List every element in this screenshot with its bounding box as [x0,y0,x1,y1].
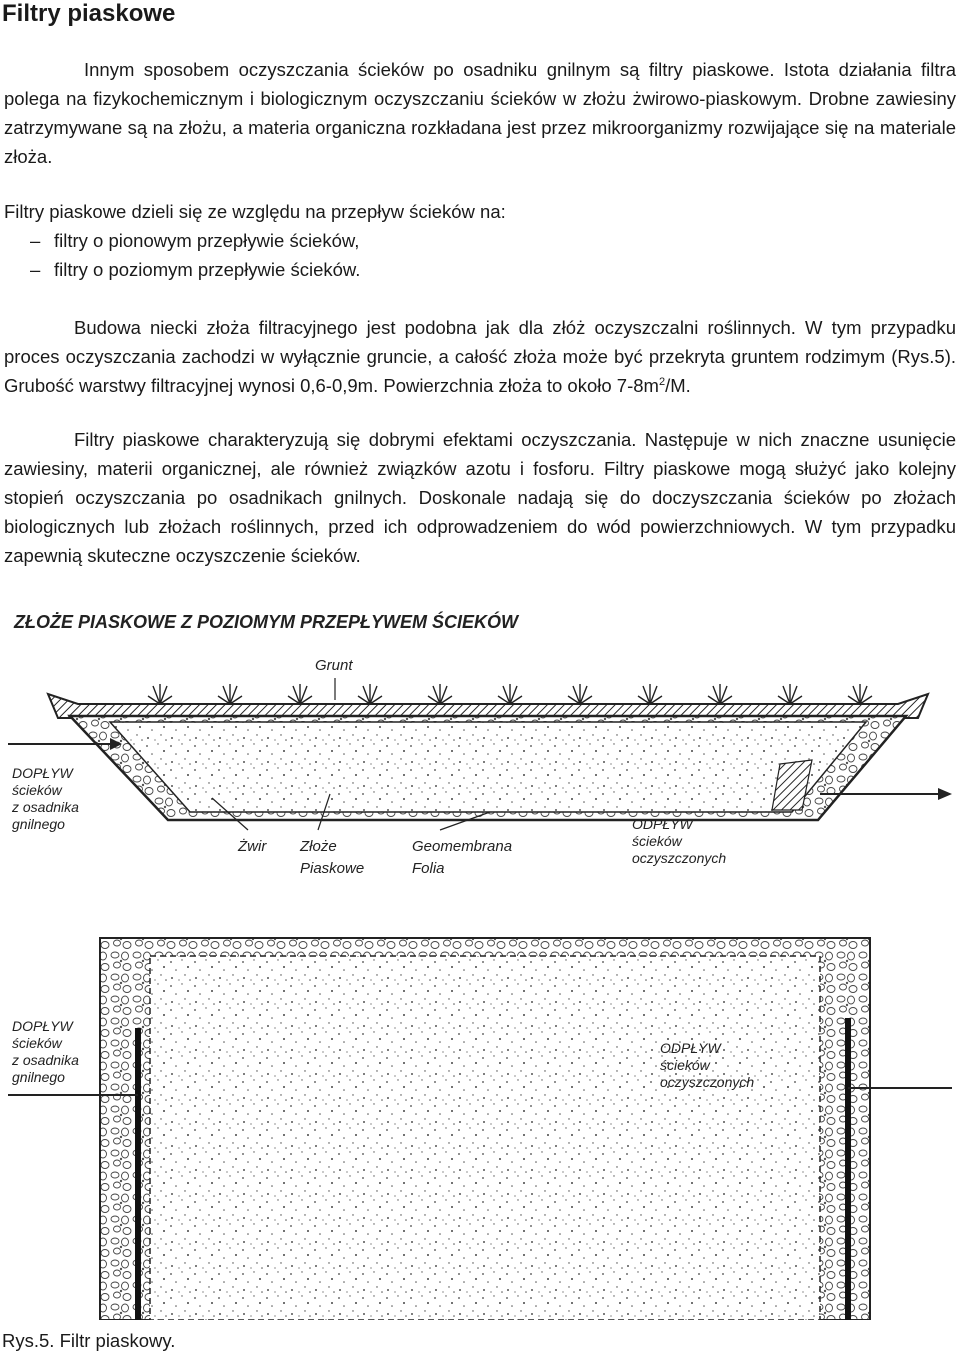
outflow-label-top [632,816,726,866]
label-geomembrane-1: Geomembrana [412,838,513,855]
superscript: 2 [658,375,666,388]
cross-section [8,657,952,877]
svg-text:ODPŁYW: ODPŁYW [632,816,693,832]
figure-caption: Rys.5. Filtr piaskowy. [2,1330,176,1351]
sand-bed [110,722,866,812]
label-gravel: Żwir [238,838,267,855]
dash-marker: – [30,230,41,251]
svg-text:ścieków: ścieków [12,1035,62,1051]
list-item-text: filtry o pionowym przepływie ścieków, [54,230,360,251]
paragraph-construction-end: /M. [665,375,691,396]
svg-text:ścieków: ścieków [12,782,62,798]
diagram-heading: ZŁOŻE PIASKOWE Z POZIOMYM PRZEPŁYWEM ŚCIEKÓW [14,612,518,632]
svg-text:gnilnego: gnilnego [12,816,65,832]
page-title: Filtry piaskowe [2,0,176,27]
types-list [4,226,956,284]
list-item-text: filtry o poziomym przepływie ścieków. [54,259,361,280]
inflow-label-top [11,765,79,832]
paragraph-construction [4,313,956,400]
outflow-arrow [938,788,952,800]
paragraph-effects: Filtry piaskowe charakteryzują się dobrymi efektami oczyszczania. Następuje w nich znaczne usunięcie zawiesiny, materii organicznej, ale również związków azotu i fosforu. Filtry piaskowe mogą służyć jako kolejny stopień oczyszczania po osadnikach gnilnych. Doskonale nadają się do doczyszczania ścieków po złożach biologicznych lub złożach roślinnych, przed ich odprowadzeniem do wód powierzchniowych. W tym przypadku zapewnią skuteczne oczyszczenie ścieków. [4,429,956,566]
svg-text:ścieków: ścieków [660,1057,710,1073]
svg-text:oczyszczonych: oczyszczonych [660,1074,755,1090]
svg-text:DOPŁYW: DOPŁYW [12,765,73,781]
svg-text:z osadnika: z osadnika [12,799,79,815]
label-grunt: Grunt [315,657,353,674]
paragraph-construction-text: Budowa niecki złoża filtracyjnego jest podobna jak dla złóż oczyszczalni roślinnych. W tym przypadku proces oczyszczania zachodzi w wyłącznie gruncie, a całość złoża może być przekryta gruntem rodzimym (Rys.5). Grubość warstwy filtracyjnej wynosi 0,6-0,9m. Powierzchnia złoża to około 7-8m [4,317,956,396]
plan-sand-bed [150,956,820,1320]
svg-text:gnilnego: gnilnego [12,1069,65,1085]
label-sand-bed-2: Piaskowe [300,860,365,877]
paragraph-types: Filtry piaskowe dzieli się ze względu na przepływ ścieków na: [4,201,506,222]
list-item [4,226,956,255]
dash-marker: – [30,259,41,280]
inflow-label-bottom [11,1018,79,1085]
label-geomembrane-2: Folia [412,860,445,877]
list-item [4,255,956,284]
svg-text:DOPŁYW: DOPŁYW [12,1018,73,1034]
svg-text:oczyszczonych: oczyszczonych [632,850,727,866]
svg-text:z osadnika: z osadnika [12,1052,79,1068]
plants [148,684,872,704]
paragraph-intro: Innym sposobem oczyszczania ścieków po osadniku gnilnym są filtry piaskowe. Istota działania filtra polega na fizykochemicznym i biologicznym oczyszczaniu ścieków w złożu żwirowo-piaskowym. Drobne zawiesiny zatrzymywane są na złożu, a materia organiczna rozkładana jest przez mikroorganizmy rozwijające się na materiale złoża. [4,59,956,167]
svg-text:ścieków: ścieków [632,833,682,849]
label-sand-bed-1: Złoże [300,838,337,855]
svg-text:ODPŁYW: ODPŁYW [660,1040,721,1056]
filter-diagram [0,598,960,1320]
plan-view [8,938,952,1320]
ground-cover-layer [48,694,928,718]
